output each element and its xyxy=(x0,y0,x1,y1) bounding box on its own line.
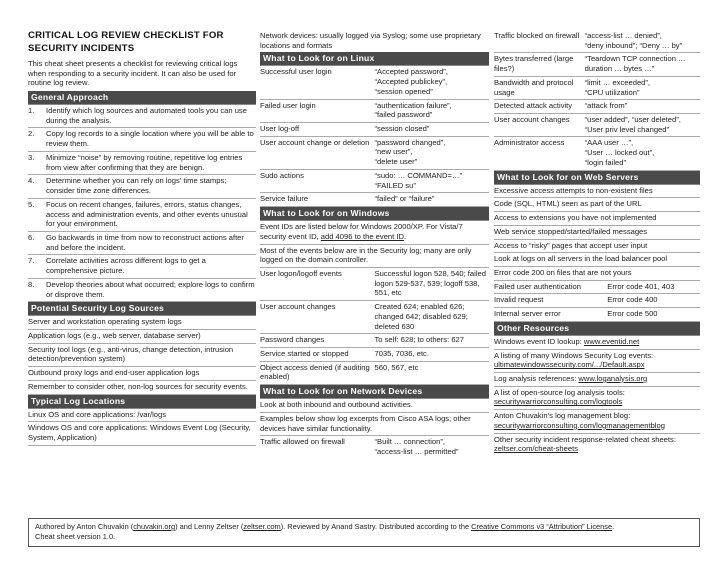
list-item xyxy=(28,279,256,302)
list-item xyxy=(28,175,256,198)
section-heading-windows: What to Look for on Windows xyxy=(260,207,489,221)
list-item xyxy=(28,255,256,278)
resource-item xyxy=(494,434,700,456)
table-cell: “password changed”, “new user”, “delete user” xyxy=(374,137,446,167)
step-text: Correlate activities across different logs to get a comprehensive picture. xyxy=(46,256,206,276)
table-row xyxy=(260,100,489,123)
table-cell: Bytes transferred (large files?) xyxy=(494,54,574,74)
step-text: Develop theories about what occurred; explore logs to confirm or disprove them. xyxy=(46,279,255,299)
logmanagementblog-link[interactable]: securitywarriorconsulting.com/logmanagementblog xyxy=(494,420,665,430)
list-item: Windows OS and core applications: Windows Event Log (Security, System, Application) xyxy=(28,422,256,445)
list-item: Access to extensions you have not implemented xyxy=(494,212,700,226)
footer-credits xyxy=(35,522,693,532)
general-approach-list xyxy=(28,105,256,302)
list-item: Linux OS and core applications: /var/logs xyxy=(28,409,256,423)
table-row xyxy=(260,362,489,385)
table-cell: 7035, 7036, etc. xyxy=(374,348,429,358)
table-cell: Failed user login xyxy=(260,100,316,110)
table-cell: User account changes xyxy=(494,115,570,125)
table-cell: Traffic allowed on firewall xyxy=(260,437,345,447)
list-item: Look at both inbound and outbound activities. xyxy=(260,399,489,413)
table-cell: Error code 400 xyxy=(607,295,658,305)
resource-item xyxy=(494,373,700,387)
resource-label: Other security incident response-related cheat sheets: xyxy=(494,434,676,444)
footer-box xyxy=(28,518,700,547)
section-heading-typical-locations: Typical Log Locations xyxy=(28,395,256,409)
resource-item xyxy=(494,336,700,350)
table-cell: Administrator access xyxy=(494,138,565,148)
section-heading-network-devices: What to Look for on Network Devices xyxy=(260,385,489,399)
resource-item xyxy=(494,387,700,410)
step-text: Minimize “noise” by removing routine, repetitive log entries from view after confirming that they are benign. xyxy=(46,152,243,172)
table-cell: “sudo: … COMMAND=…” “FAILED su” xyxy=(374,170,463,190)
resource-item xyxy=(494,350,700,373)
footer-text: ). Reviewed by Anand Sastry. Distributed according to the xyxy=(280,522,472,531)
table-cell: Service started or stopped xyxy=(260,348,349,358)
list-item: Examples below show log excerpts from Cisco ASA logs; other devices have similar functionality. xyxy=(260,413,489,436)
table-row xyxy=(260,301,489,334)
table-cell: Created 624; enabled 626; changed 642; disabled 629; deleted 630 xyxy=(374,302,468,331)
column-right xyxy=(494,30,700,456)
note-text: . xyxy=(403,231,407,241)
list-item xyxy=(28,152,256,175)
table-cell: Service failure xyxy=(260,194,309,204)
table-cell: Error code 401, 403 xyxy=(607,281,675,291)
list-item: Error code 200 on files that are not yours xyxy=(494,267,700,281)
windows-note-security-log: Most of the events below are in the Security log; many are only logged on the domain controller. xyxy=(260,245,489,268)
table-row xyxy=(494,53,700,76)
list-item: Access to “risky” pages that accept user input xyxy=(494,240,700,254)
intro-text: This cheat sheet presents a checklist for reviewing critical logs when responding to a security incident. It can also be used for routine log review. xyxy=(28,58,238,88)
step-number: 5. xyxy=(28,199,35,209)
table-cell: Password changes xyxy=(260,335,325,345)
list-item: Outbound proxy logs and end-user application logs xyxy=(28,367,256,381)
license-link[interactable]: Creative Commons v3 “Attribution” License xyxy=(471,522,613,531)
table-cell: User log-off xyxy=(260,124,300,134)
network-devices-note: Network devices: usually logged via Syslog; some use proprietary locations and formats xyxy=(260,31,481,50)
table-row xyxy=(260,137,489,170)
table-cell: Failed user authentication xyxy=(494,281,581,291)
table-cell: 560, 567, etc xyxy=(374,362,419,372)
table-cell: Invalid request xyxy=(494,295,544,305)
table-cell: Internal server error xyxy=(494,309,561,319)
table-row xyxy=(494,77,700,100)
table-row xyxy=(260,66,489,99)
table-row xyxy=(260,268,489,301)
list-item: Application logs (e.g., web server, database server) xyxy=(28,330,256,344)
footer-text: Authored by Anton Chuvakin ( xyxy=(35,522,134,531)
table-cell: “AAA user …”, “User … locked out”, “login failed” xyxy=(584,138,655,167)
footer-text: . xyxy=(612,522,615,531)
table-row xyxy=(260,334,489,348)
logtools-link[interactable]: securitywarriorconsulting.com/logtools xyxy=(494,397,623,407)
list-item: Remember to consider other, non-log sources for security events. xyxy=(28,381,256,395)
table-row xyxy=(260,123,489,137)
table-cell: To self: 628; to others: 627 xyxy=(374,335,464,345)
step-number: 7. xyxy=(28,256,35,266)
section-heading-potential-sources: Potential Security Log Sources xyxy=(28,302,256,316)
table-row xyxy=(260,193,489,207)
step-text: Focus on recent changes, failures, errors, status changes, access and administration events, and other events unusual for your environment. xyxy=(46,199,248,229)
table-cell: Error code 500 xyxy=(607,309,658,319)
table-cell: Successful logon 528, 540; failed logon 529-537, 539; logoff 538, 551, etc xyxy=(374,268,486,298)
list-item: Code (SQL, HTML) seen as part of the URL xyxy=(494,198,700,212)
table-cell: “user added”, “user deleted”, “User priv level changed” xyxy=(584,115,681,134)
section-heading-other-resources: Other Resources xyxy=(494,322,700,336)
list-item: Server and workstation operating system logs xyxy=(28,316,256,330)
table-cell: User account changes xyxy=(260,302,336,312)
step-number: 1. xyxy=(28,106,35,116)
chuvakin-link[interactable]: chuvakin.org xyxy=(133,522,176,531)
footer-text: ) and Lenny Zeltser ( xyxy=(175,522,244,531)
resource-label: Windows event ID lookup: xyxy=(494,336,584,346)
loganalysis-link[interactable]: www.loganalysis.org xyxy=(578,373,648,383)
zeltser-link[interactable]: zeltser.com xyxy=(243,522,281,531)
step-number: 4. xyxy=(28,176,35,186)
table-cell: “Built … connection”, “access-list … permitted” xyxy=(374,437,459,456)
table-cell: “attack from” xyxy=(584,101,628,111)
resource-label: Log analysis references: xyxy=(494,373,579,383)
cheat-sheets-link[interactable]: zeltser.com/cheat-sheets xyxy=(494,444,578,454)
table-cell: Sudo actions xyxy=(260,170,304,180)
table-cell: Detected attack activity xyxy=(494,101,573,111)
list-item: Security tool logs (e.g., anti-virus, change detection, intrusion detection/prevention system) xyxy=(28,344,256,367)
footer-version: Cheat sheet version 1.0. xyxy=(35,531,116,541)
list-item xyxy=(28,128,256,151)
ultimatewindowssecurity-link[interactable]: ultimatewindowssecurity.com/.../Default.aspx xyxy=(494,360,645,370)
step-number: 3. xyxy=(28,152,35,162)
page-title: CRITICAL LOG REVIEW CHECKLIST FOR SECURITY INCIDENTS xyxy=(28,30,224,54)
step-text: Determine whether you can rely on logs’ time stamps; consider time zone differences. xyxy=(46,176,227,196)
list-item xyxy=(28,232,256,255)
table-row xyxy=(260,436,489,458)
resource-label: Anton Chuvakin’s log management blog: xyxy=(494,411,631,421)
windows-note-event-ids xyxy=(260,221,489,244)
list-item: Look at logs on all servers in the load balancer pool xyxy=(494,253,700,267)
step-number: 2. xyxy=(28,129,35,139)
table-cell: “Teardown TCP connection … duration … bytes …” xyxy=(584,54,686,74)
table-cell: “limit … exceeded”, “CPU utilization” xyxy=(584,77,651,97)
table-cell: Bandwidth and protocol usage xyxy=(494,77,574,97)
table-row xyxy=(494,294,700,308)
table-cell: “Accepted password”, “Accepted publickey”, “session opened” xyxy=(374,67,448,96)
list-item xyxy=(28,199,256,232)
step-text: Copy log records to a single location where you will be able to review them. xyxy=(46,129,254,149)
table-cell: User account change or deletion xyxy=(260,137,370,147)
table-row xyxy=(494,30,700,53)
list-item: Web service stopped/started/failed messages xyxy=(494,226,700,240)
resource-label: A listing of many Windows Security Log events: xyxy=(494,350,654,360)
table-cell: “access-list … denied”, “deny inbound”; “Deny … by” xyxy=(584,31,683,50)
table-row xyxy=(494,137,700,170)
resource-item xyxy=(494,410,700,433)
table-row xyxy=(494,114,700,137)
note-text: Event IDs are listed below for Windows 2000/XP. For Vista/7 security event ID, xyxy=(260,222,463,241)
step-number: 8. xyxy=(28,279,35,289)
eventid-link[interactable]: www.eventid.net xyxy=(583,336,640,346)
table-cell: “session closed” xyxy=(374,124,430,134)
event-id-link[interactable]: add 4096 to the event ID xyxy=(320,231,404,241)
list-item xyxy=(28,105,256,128)
table-row xyxy=(260,170,489,193)
table-cell: User logon/logoff events xyxy=(260,268,342,278)
table-row xyxy=(494,308,700,322)
table-row xyxy=(494,281,700,295)
step-text: Identify which log sources and automated tools you can use during the analysis. xyxy=(46,106,247,125)
resource-label: A list of open-source log analysis tools: xyxy=(494,387,625,397)
section-heading-web-servers: What to Look for on Web Servers xyxy=(494,171,700,185)
table-cell: “failed” or “failure” xyxy=(374,194,435,204)
table-cell: Successful user login xyxy=(260,67,332,77)
table-cell: Traffic blocked on firewall xyxy=(494,31,580,40)
list-item: Excessive access attempts to non-existent files xyxy=(494,185,700,199)
table-row xyxy=(260,348,489,362)
table-cell: Object access denied (if auditing enabled) xyxy=(260,362,370,382)
table-cell: “authentication failure”, “failed password” xyxy=(374,100,452,120)
section-heading-linux: What to Look for on Linux xyxy=(260,52,489,66)
section-heading-general-approach: General Approach xyxy=(28,91,256,105)
table-row xyxy=(494,100,700,114)
column-left xyxy=(28,30,256,446)
column-middle xyxy=(260,30,489,459)
step-text: Go backwards in time from now to reconstruct actions after and before the incident. xyxy=(46,232,244,252)
step-number: 6. xyxy=(28,232,35,242)
